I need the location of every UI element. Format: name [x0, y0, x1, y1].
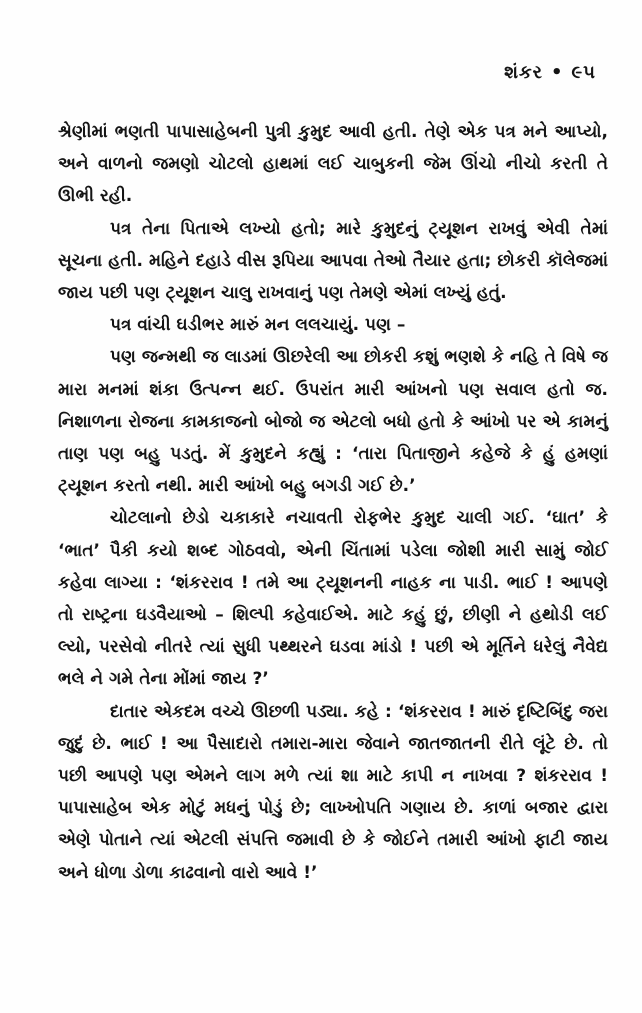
paragraph-5: ચોટલાનો છેડો ચકાકારે નચાવતી રોફભેર કુમુદ ચાલી ગઈ. ‘ઘાત’ કે ‘ભાત’ પૈકી કયો શબ્દ ગોઠવવો, એની ચિંતામાં પડેલા જોશી મારી સામું જોઈ કહેવા લાગ્યા : ‘શંકરરાવ ! તમે આ ટ્યૂશનની નાહક ના પાડી. ભાઈ ! આપણે તો રાષ્ટ્રના ઘડવૈયાઓ – શિલ્પી કહેવાઈએ. માટે કહું છું, છીણી ને હથોડી લઈ લ્યો, પરસેવો નીતરે ત્યાં સુધી પથ્થરને ઘડવા માંડો ! પછી એ મૂર્તિને ધરેલું નૈવેદ્ય ભલે ને ગમે તેના મોંમાં જાય ?’ [58, 508, 608, 690]
body-text [58, 116, 608, 889]
paragraph-2: પત્ર તેના પિતાએ લખ્યો હતો; મારે કુમુદનું ટ્યૂશન રાખવું એવી તેમાં સૂચના હતી. મહિને દહાડે વીસ રૂપિયા આપવા તેઓ તૈયાર હતા; છોકરી કૉલેજમાં જાય પછી પણ ટ્યૂશન ચાલુ રાખવાનું પણ તેમણે એમાં લખ્યું હતું. [58, 218, 608, 304]
paragraph-1: શ્રેણીમાં ભણતી પાપાસાહેબની પુત્રી કુમુદ આવી હતી. તેણે એક પત્ર મને આપ્યો, અને વાળનો જમણો ચોટલો હાથમાં લઈ ચાબુકની જેમ ઊંચો નીચો કરતી તે ઊભી રહી. [58, 122, 608, 207]
paragraph-4: પણ જન્મથી જ લાડમાં ઊછરેલી આ છોકરી કશું ભણશે કે નહિ તે વિષે જ મારા મનમાં શંકા ઉત્પન્ન થઈ. ઉપરાંત મારી આંખનો પણ સવાલ હતો જ. નિશાળના રોજના કામકાજનો બોજો જ એટલો બધો હતો કે આંખો પર એ કામનું તાણ પણ બહુ પડતું. મેં કુમુદને કહ્યું : ‘તારા પિતાજીને કહેજે કે હું હમણાં ટ્યૂશન કરતો નથી. મારી આંખો બહુ બગડી ગઈ છે.’ [58, 347, 608, 497]
page-number: ૯૫ [571, 62, 596, 83]
chapter-title: શંકર [504, 62, 543, 83]
header-bullet: • [551, 62, 564, 83]
running-header [504, 62, 596, 83]
paragraph-6: દાતાર એકદમ વચ્ચે ઊછળી પડ્યા. કહે : ‘શંકરરાવ ! મારું દૃષ્ટિબિંદુ જરા જુદું છે. ભાઈ ! આ પૈસાદારો તમારા-મારા જેવાને જાતજાતની રીતે લૂંટે છે. તો પછી આપણે પણ એમને લાગ મળે ત્યાં શા માટે કાપી ન નાખવા ? શંકરરાવ ! પાપાસાહેબ એક મોટું મધનું પોડું છે; લાખ્ખોપતિ ગણાય છે. કાળાં બજાર દ્વારા એણે પોતાને ત્યાં એટલી સંપત્તિ જમાવી છે કે જોઈને તમારી આંખો ફાટી જાય અને ધોળા ડોળા કાઢવાનો વારો આવે !’ [58, 701, 608, 883]
paragraph-3: પત્ર વાંચી ઘડીભર મારું મન લલચાયું. પણ – [110, 315, 406, 336]
